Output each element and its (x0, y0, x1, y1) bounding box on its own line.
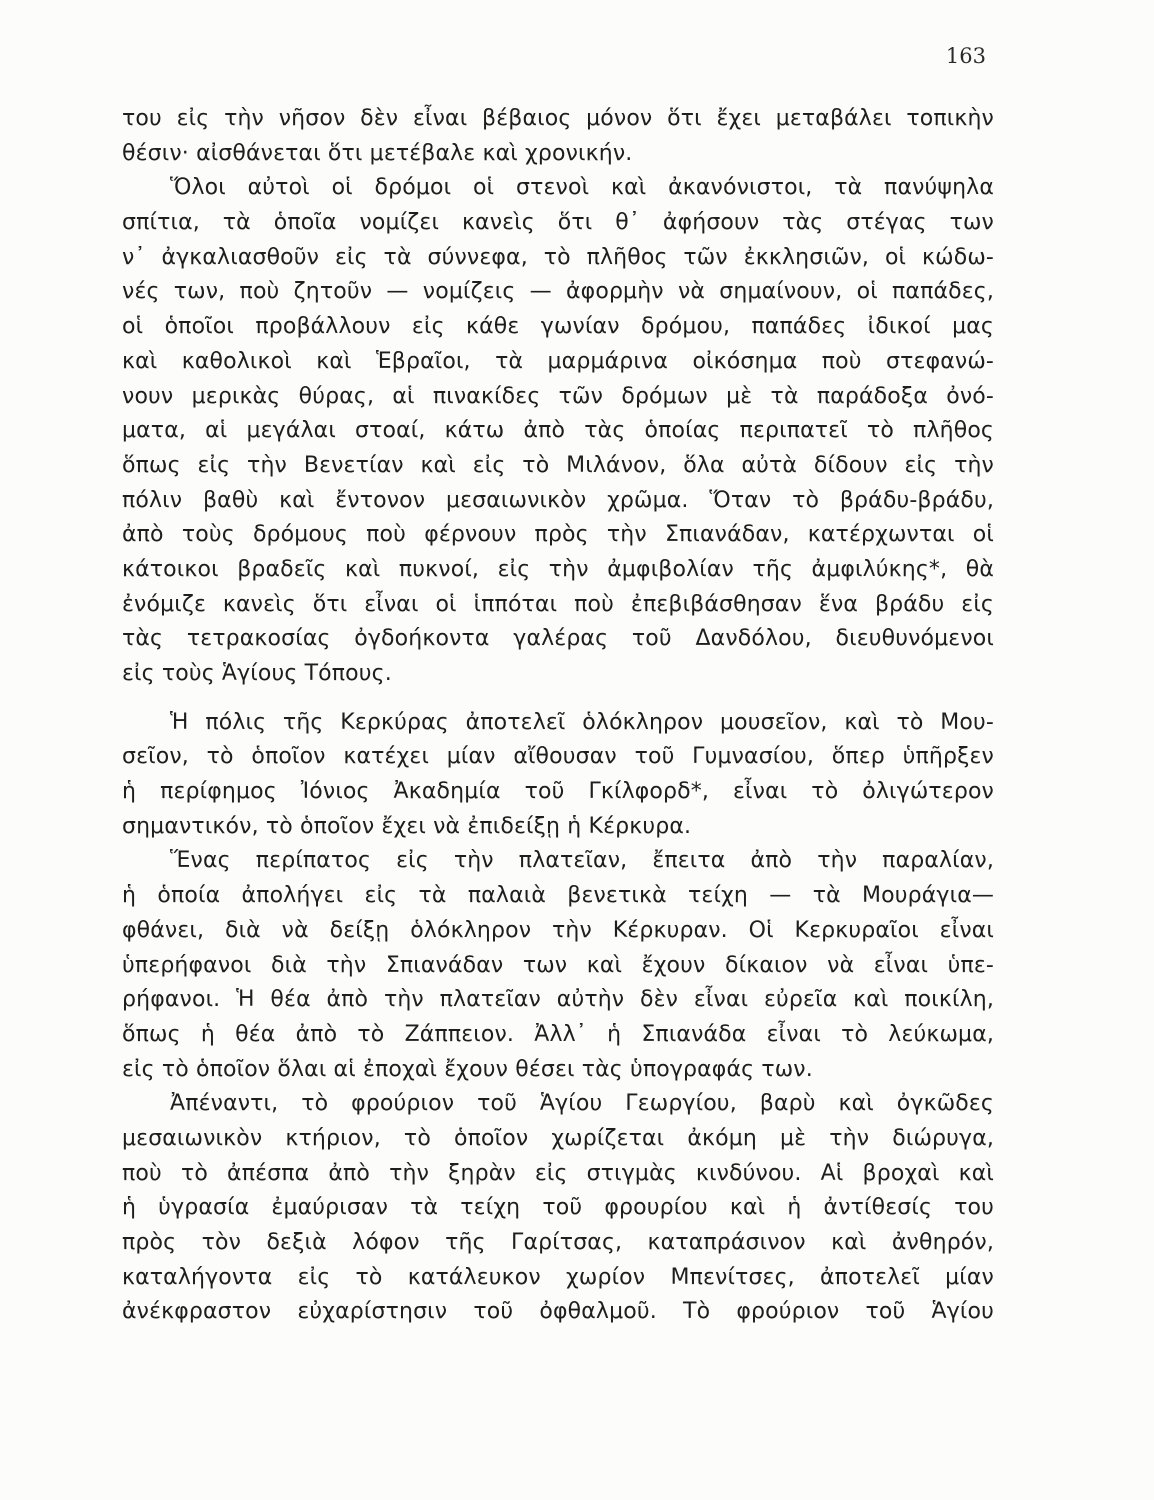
text-line: ἡ περίφημος Ἰόνιος Ἀκαδημία τοῦ Γκίλφορδ*, εἶναι τὸ ὀλιγώτερον (122, 779, 994, 805)
text-line: ματα, αἱ μεγάλαι στοαί, κάτω ἀπὸ τὰς ὁποίας περιπατεῖ τὸ πλῆθος (122, 418, 994, 444)
text-line: ἀνέκφραστον εὐχαρίστησιν τοῦ ὀφθαλμοῦ. Τὸ φρούριον τοῦ Ἁγίου (122, 1299, 994, 1325)
text-line: εἰς τὸ ὁποῖον ὅλαι αἱ ἐποχαὶ ἔχουν θέσει τὰς ὑπογραφάς των. (122, 1056, 813, 1082)
text-line: ν᾽ ἀγκαλιασθοῦν εἰς τὰ σύννεφα, τὸ πλῆθος τῶν ἐκκλησιῶν, οἱ κώδω- (122, 244, 994, 270)
text-line: Ἕνας περίπατος εἰς τὴν πλατεῖαν, ἔπειτα ἀπὸ τὴν παραλίαν, (170, 848, 994, 874)
text-line: καταλήγοντα εἰς τὸ κατάλευκον χωρίον Μπενίτσες, ἀποτελεῖ μίαν (122, 1264, 994, 1290)
text-line: μεσαιωνικὸν κτήριον, τὸ ὁποῖον χωρίζεται ἀκόμη μὲ τὴν διώρυγα, (122, 1125, 994, 1151)
text-line: ὑπερήφανοι διὰ τὴν Σπιανάδαν των καὶ ἔχουν δίκαιον νὰ εἶναι ὑπε- (122, 952, 994, 978)
text-line: του εἰς τὴν νῆσον δὲν εἶναι βέβαιος μόνον ὅτι ἔχει μεταβάλει τοπικὴν (122, 106, 994, 131)
text-line: ἡ ὁποία ἀπολήγει εἰς τὰ παλαιὰ βενετικὰ τείχη — τὰ Μουράγια— (122, 883, 994, 909)
text-line: εἰς τοὺς Ἁγίους Τόπους. (122, 661, 392, 686)
text-line: φθάνει, διὰ νὰ δείξῃ ὁλόκληρον τὴν Κέρκυραν. Οἱ Κερκυραῖοι εἶναι (122, 917, 994, 943)
text-line: ὅπως ἡ θέα ἀπὸ τὸ Ζάππειον. Ἀλλ᾽ ἡ Σπιανάδα εἶναι τὸ λεύκωμα, (122, 1021, 994, 1047)
page-number: 163 (945, 44, 986, 68)
text-line: Ὅλοι αὐτοὶ οἱ δρόμοι οἱ στενοὶ καὶ ἀκανόνιστοι, τὰ πανύψηλα (170, 175, 994, 201)
text-line: θέσιν· αἰσθάνεται ὅτι μετέβαλε καὶ χρονικήν. (122, 140, 633, 166)
text-line: ἐνόμιζε κανεὶς ὅτι εἶναι οἱ ἱππόται ποὺ ἐπεβιβάσθησαν ἕνα βράδυ εἰς (122, 591, 994, 617)
text-line: νουν μερικὰς θύρας, αἱ πινακίδες τῶν δρόμων μὲ τὰ παράδοξα ὀνό- (122, 383, 994, 409)
text-line: Ἀπέναντι, τὸ φρούριον τοῦ Ἁγίου Γεωργίου, βαρὺ καὶ ὀγκῶδες (170, 1091, 994, 1117)
text-line: σπίτια, τὰ ὁποῖα νομίζει κανεὶς ὅτι θ᾽ ἀφήσουν τὰς στέγας των (122, 210, 994, 236)
text-line: σημαντικόν, τὸ ὁποῖον ἔχει νὰ ἐπιδείξῃ ἡ Κέρκυρα. (122, 813, 692, 839)
text-line: κάτοικοι βραδεῖς καὶ πυκνοί, εἰς τὴν ἀμφιβολίαν τῆς ἀμφιλύκης*, θὰ (122, 556, 994, 582)
body-text (122, 102, 994, 1330)
text-line: πόλιν βαθὺ καὶ ἔντονον μεσαιωνικὸν χρῶμα. Ὅταν τὸ βράδυ-βράδυ, (122, 487, 994, 513)
text-line: Ἡ πόλις τῆς Κερκύρας ἀποτελεῖ ὁλόκληρον μουσεῖον, καὶ τὸ Μου- (170, 709, 994, 735)
text-line: τὰς τετρακοσίας ὀγδοήκοντα γαλέρας τοῦ Δανδόλου, διευθυνόμενοι (122, 626, 994, 652)
text-line: ρήφανοι. Ἡ θέα ἀπὸ τὴν πλατεῖαν αὐτὴν δὲν εἶναι εὐρεῖα καὶ ποικίλη, (122, 987, 994, 1013)
text-line: οἱ ὁποῖοι προβάλλουν εἰς κάθε γωνίαν δρόμου, παπάδες ἰδικοί μας (122, 314, 994, 340)
text-line: καὶ καθολικοὶ καὶ Ἑβραῖοι, τὰ μαρμάρινα οἰκόσημα ποὺ στεφανώ- (122, 348, 994, 374)
text-line: ἀπὸ τοὺς δρόμους ποὺ φέρνουν πρὸς τὴν Σπιανάδαν, κατέρχωνται οἱ (122, 522, 994, 548)
text-line: ποὺ τὸ ἀπέσπα ἀπὸ τὴν ξηρὰν εἰς στιγμὰς κινδύνου. Αἱ βροχαὶ καὶ (122, 1160, 994, 1186)
paragraph-gap (122, 692, 994, 706)
text-line: νές των, ποὺ ζητοῦν — νομίζεις — ἀφορμὴν νὰ σημαίνουν, οἱ παπάδες, (122, 279, 994, 305)
text-line: πρὸς τὸν δεξιὰ λόφον τῆς Γαρίτσας, καταπράσινον καὶ ἀνθηρόν, (122, 1230, 994, 1255)
text-line: ὅπως εἰς τὴν Βενετίαν καὶ εἰς τὸ Μιλάνον, ὅλα αὐτὰ δίδουν εἰς τὴν (122, 452, 994, 478)
text-line: σεῖον, τὸ ὁποῖον κατέχει μίαν αἴθουσαν τοῦ Γυμνασίου, ὅπερ ὑπῆρξεν (122, 744, 994, 770)
text-line: ἡ ὑγρασία ἐμαύρισαν τὰ τείχη τοῦ φρουρίου καὶ ἡ ἀντίθεσίς του (122, 1195, 994, 1221)
